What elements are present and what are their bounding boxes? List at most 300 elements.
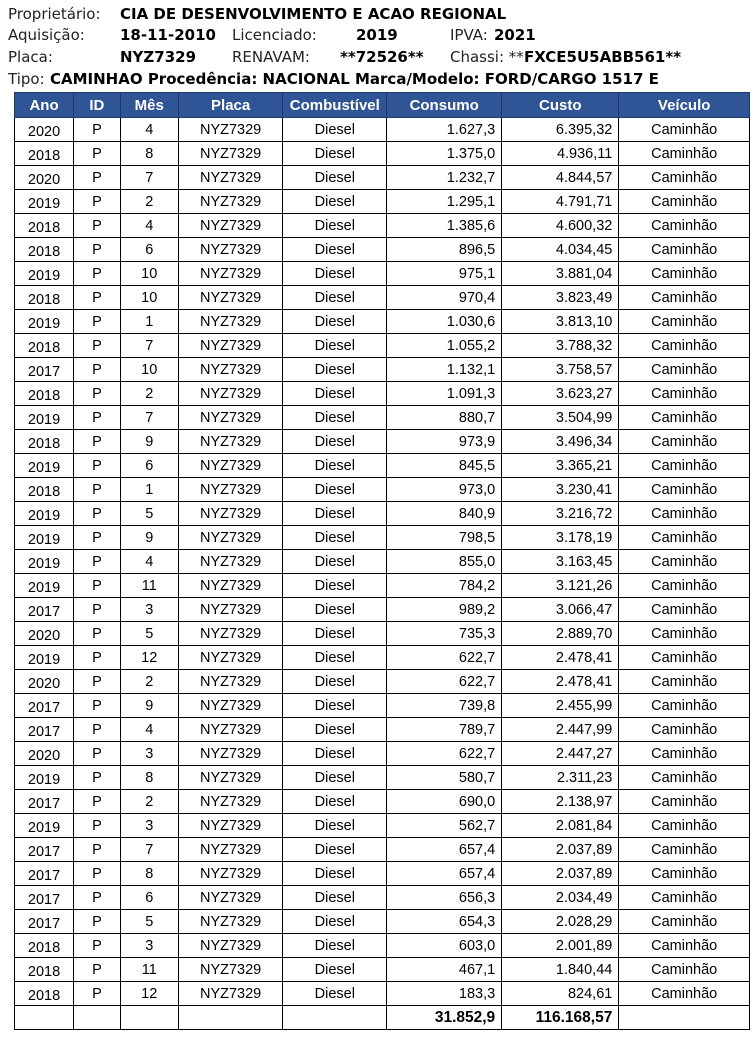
cell-combustivel: Diesel <box>283 238 387 262</box>
cell-placa: NYZ7329 <box>178 934 283 958</box>
cell-ano: 2019 <box>15 814 74 838</box>
cell-consumo: 1.627,3 <box>387 118 502 142</box>
cell-combustivel: Diesel <box>283 214 387 238</box>
total-custo: 116.168,57 <box>502 1006 619 1030</box>
cell-combustivel: Diesel <box>283 766 387 790</box>
cell-veiculo: Caminhão <box>619 526 750 550</box>
cell-placa: NYZ7329 <box>178 886 283 910</box>
cell-mes: 1 <box>120 478 178 502</box>
cell-combustivel: Diesel <box>283 982 387 1006</box>
cell-consumo: 789,7 <box>387 718 502 742</box>
cell-custo: 3.216,72 <box>502 502 619 526</box>
cell-id: P <box>74 454 121 478</box>
cell-placa: NYZ7329 <box>178 550 283 574</box>
tipo-value: CAMINHAO Procedência: NACIONAL Marca/Modelo: FORD/CARGO 1517 E <box>50 70 659 88</box>
cell-consumo: 654,3 <box>387 910 502 934</box>
cell-custo: 3.365,21 <box>502 454 619 478</box>
cell-veiculo: Caminhão <box>619 862 750 886</box>
cell-custo: 6.395,32 <box>502 118 619 142</box>
cell-custo: 2.081,84 <box>502 814 619 838</box>
cell-veiculo: Caminhão <box>619 166 750 190</box>
totals-empty-cell <box>120 1006 178 1030</box>
cell-id: P <box>74 934 121 958</box>
cell-custo: 2.478,41 <box>502 670 619 694</box>
cell-veiculo: Caminhão <box>619 310 750 334</box>
cell-ano: 2019 <box>15 646 74 670</box>
cell-ano: 2018 <box>15 382 74 406</box>
cell-consumo: 975,1 <box>387 262 502 286</box>
cell-id: P <box>74 790 121 814</box>
table-row <box>15 574 750 598</box>
cell-veiculo: Caminhão <box>619 934 750 958</box>
cell-id: P <box>74 526 121 550</box>
totals-empty-cell <box>619 1006 750 1030</box>
cell-id: P <box>74 838 121 862</box>
table-row <box>15 814 750 838</box>
cell-placa: NYZ7329 <box>178 382 283 406</box>
column-header-mes: Mês <box>120 93 178 118</box>
cell-mes: 2 <box>120 790 178 814</box>
cell-combustivel: Diesel <box>283 190 387 214</box>
cell-id: P <box>74 814 121 838</box>
cell-veiculo: Caminhão <box>619 598 750 622</box>
cell-id: P <box>74 574 121 598</box>
cell-id: P <box>74 406 121 430</box>
cell-combustivel: Diesel <box>283 478 387 502</box>
cell-placa: NYZ7329 <box>178 502 283 526</box>
cell-id: P <box>74 982 121 1006</box>
cell-ano: 2018 <box>15 982 74 1006</box>
table-row <box>15 598 750 622</box>
table-row <box>15 358 750 382</box>
cell-mes: 3 <box>120 934 178 958</box>
cell-combustivel: Diesel <box>283 742 387 766</box>
cell-custo: 3.230,41 <box>502 478 619 502</box>
cell-id: P <box>74 310 121 334</box>
cell-mes: 7 <box>120 838 178 862</box>
cell-id: P <box>74 334 121 358</box>
cell-id: P <box>74 502 121 526</box>
cell-mes: 4 <box>120 550 178 574</box>
cell-ano: 2017 <box>15 886 74 910</box>
table-body <box>15 118 750 1030</box>
cell-id: P <box>74 958 121 982</box>
cell-custo: 824,61 <box>502 982 619 1006</box>
cell-mes: 4 <box>120 214 178 238</box>
cell-ano: 2018 <box>15 142 74 166</box>
cell-consumo: 622,7 <box>387 670 502 694</box>
totals-empty-cell <box>74 1006 121 1030</box>
cell-mes: 7 <box>120 166 178 190</box>
cell-mes: 7 <box>120 406 178 430</box>
cell-mes: 6 <box>120 886 178 910</box>
cell-placa: NYZ7329 <box>178 334 283 358</box>
cell-consumo: 973,9 <box>387 430 502 454</box>
table-row <box>15 694 750 718</box>
table-row <box>15 526 750 550</box>
cell-placa: NYZ7329 <box>178 118 283 142</box>
cell-ano: 2018 <box>15 214 74 238</box>
cell-consumo: 735,3 <box>387 622 502 646</box>
table-row <box>15 550 750 574</box>
cell-custo: 1.840,44 <box>502 958 619 982</box>
cell-combustivel: Diesel <box>283 526 387 550</box>
cell-consumo: 657,4 <box>387 862 502 886</box>
cell-combustivel: Diesel <box>283 454 387 478</box>
cell-veiculo: Caminhão <box>619 358 750 382</box>
table-row <box>15 454 750 478</box>
cell-veiculo: Caminhão <box>619 214 750 238</box>
cell-combustivel: Diesel <box>283 910 387 934</box>
cell-custo: 2.028,29 <box>502 910 619 934</box>
cell-consumo: 1.295,1 <box>387 190 502 214</box>
cell-combustivel: Diesel <box>283 694 387 718</box>
column-header-veiculo: Veículo <box>619 93 750 118</box>
table-row <box>15 766 750 790</box>
cell-consumo: 1.232,7 <box>387 166 502 190</box>
cell-mes: 5 <box>120 622 178 646</box>
cell-placa: NYZ7329 <box>178 646 283 670</box>
proprietario-value: CIA DE DESENVOLVIMENTO E ACAO REGIONAL <box>120 5 507 23</box>
cell-veiculo: Caminhão <box>619 406 750 430</box>
renavam-value: **72526** <box>340 48 424 66</box>
cell-combustivel: Diesel <box>283 358 387 382</box>
cell-placa: NYZ7329 <box>178 166 283 190</box>
cell-consumo: 798,5 <box>387 526 502 550</box>
cell-id: P <box>74 118 121 142</box>
cell-combustivel: Diesel <box>283 790 387 814</box>
cell-consumo: 467,1 <box>387 958 502 982</box>
cell-id: P <box>74 478 121 502</box>
cell-id: P <box>74 718 121 742</box>
cell-custo: 3.881,04 <box>502 262 619 286</box>
cell-veiculo: Caminhão <box>619 238 750 262</box>
cell-mes: 10 <box>120 262 178 286</box>
cell-id: P <box>74 286 121 310</box>
cell-placa: NYZ7329 <box>178 694 283 718</box>
cell-ano: 2020 <box>15 622 74 646</box>
cell-id: P <box>74 886 121 910</box>
cell-ano: 2019 <box>15 310 74 334</box>
cell-mes: 3 <box>120 742 178 766</box>
table-row <box>15 214 750 238</box>
cell-placa: NYZ7329 <box>178 310 283 334</box>
cell-mes: 5 <box>120 502 178 526</box>
cell-veiculo: Caminhão <box>619 910 750 934</box>
cell-consumo: 970,4 <box>387 286 502 310</box>
licenciado-label: Licenciado: <box>232 26 317 44</box>
cell-combustivel: Diesel <box>283 958 387 982</box>
cell-placa: NYZ7329 <box>178 238 283 262</box>
cell-veiculo: Caminhão <box>619 886 750 910</box>
cell-id: P <box>74 190 121 214</box>
cell-mes: 6 <box>120 454 178 478</box>
cell-combustivel: Diesel <box>283 286 387 310</box>
cell-veiculo: Caminhão <box>619 262 750 286</box>
table-row <box>15 502 750 526</box>
cell-custo: 4.791,71 <box>502 190 619 214</box>
cell-placa: NYZ7329 <box>178 622 283 646</box>
cell-custo: 2.447,99 <box>502 718 619 742</box>
cell-custo: 3.121,26 <box>502 574 619 598</box>
cell-id: P <box>74 646 121 670</box>
cell-placa: NYZ7329 <box>178 814 283 838</box>
cell-placa: NYZ7329 <box>178 766 283 790</box>
cell-placa: NYZ7329 <box>178 574 283 598</box>
cell-id: P <box>74 742 121 766</box>
totals-row <box>15 1006 750 1030</box>
cell-veiculo: Caminhão <box>619 982 750 1006</box>
cell-mes: 9 <box>120 526 178 550</box>
cell-custo: 4.034,45 <box>502 238 619 262</box>
cell-consumo: 622,7 <box>387 742 502 766</box>
table-row <box>15 934 750 958</box>
cell-consumo: 183,3 <box>387 982 502 1006</box>
cell-ano: 2020 <box>15 166 74 190</box>
table-row <box>15 886 750 910</box>
table-row <box>15 406 750 430</box>
cell-placa: NYZ7329 <box>178 838 283 862</box>
cell-veiculo: Caminhão <box>619 838 750 862</box>
cell-mes: 9 <box>120 430 178 454</box>
column-header-ano: Ano <box>15 93 74 118</box>
cell-custo: 2.478,41 <box>502 646 619 670</box>
cell-custo: 2.037,89 <box>502 838 619 862</box>
cell-combustivel: Diesel <box>283 262 387 286</box>
cell-veiculo: Caminhão <box>619 286 750 310</box>
cell-combustivel: Diesel <box>283 334 387 358</box>
cell-veiculo: Caminhão <box>619 766 750 790</box>
table-header-row <box>15 93 750 118</box>
cell-id: P <box>74 142 121 166</box>
totals-empty-cell <box>15 1006 74 1030</box>
cell-combustivel: Diesel <box>283 598 387 622</box>
renavam-label: RENAVAM: <box>232 48 310 66</box>
cell-ano: 2018 <box>15 934 74 958</box>
cell-id: P <box>74 430 121 454</box>
total-consumo: 31.852,9 <box>387 1006 502 1030</box>
cell-ano: 2017 <box>15 718 74 742</box>
cell-veiculo: Caminhão <box>619 574 750 598</box>
column-header-custo: Custo <box>502 93 619 118</box>
column-header-id: ID <box>74 93 121 118</box>
table-row <box>15 790 750 814</box>
cell-custo: 2.001,89 <box>502 934 619 958</box>
cell-combustivel: Diesel <box>283 142 387 166</box>
cell-veiculo: Caminhão <box>619 718 750 742</box>
cell-custo: 3.788,32 <box>502 334 619 358</box>
cell-ano: 2018 <box>15 958 74 982</box>
cell-placa: NYZ7329 <box>178 910 283 934</box>
cell-combustivel: Diesel <box>283 502 387 526</box>
column-header-placa: Placa <box>178 93 283 118</box>
cell-placa: NYZ7329 <box>178 598 283 622</box>
cell-consumo: 1.091,3 <box>387 382 502 406</box>
cell-consumo: 603,0 <box>387 934 502 958</box>
licenciado-value: 2019 <box>356 26 398 44</box>
cell-placa: NYZ7329 <box>178 358 283 382</box>
cell-veiculo: Caminhão <box>619 382 750 406</box>
cell-combustivel: Diesel <box>283 118 387 142</box>
cell-consumo: 855,0 <box>387 550 502 574</box>
cell-custo: 2.311,23 <box>502 766 619 790</box>
cell-ano: 2020 <box>15 742 74 766</box>
cell-id: P <box>74 238 121 262</box>
table-row <box>15 958 750 982</box>
cell-veiculo: Caminhão <box>619 646 750 670</box>
cell-ano: 2017 <box>15 598 74 622</box>
cell-veiculo: Caminhão <box>619 742 750 766</box>
cell-consumo: 973,0 <box>387 478 502 502</box>
cell-consumo: 1.055,2 <box>387 334 502 358</box>
table-row <box>15 622 750 646</box>
tipo-label: Tipo: <box>8 70 45 88</box>
placa-value: NYZ7329 <box>120 48 197 66</box>
cell-consumo: 562,7 <box>387 814 502 838</box>
cell-combustivel: Diesel <box>283 166 387 190</box>
proprietario-label: Proprietário: <box>8 5 101 23</box>
cell-ano: 2018 <box>15 286 74 310</box>
cell-id: P <box>74 670 121 694</box>
cell-combustivel: Diesel <box>283 814 387 838</box>
table-row <box>15 334 750 358</box>
cell-ano: 2017 <box>15 862 74 886</box>
cell-combustivel: Diesel <box>283 430 387 454</box>
cell-combustivel: Diesel <box>283 670 387 694</box>
cell-consumo: 1.030,6 <box>387 310 502 334</box>
cell-ano: 2017 <box>15 358 74 382</box>
cell-consumo: 690,0 <box>387 790 502 814</box>
cell-combustivel: Diesel <box>283 310 387 334</box>
cell-mes: 12 <box>120 646 178 670</box>
cell-custo: 2.889,70 <box>502 622 619 646</box>
cell-combustivel: Diesel <box>283 646 387 670</box>
column-header-combustivel: Combustível <box>283 93 387 118</box>
cell-placa: NYZ7329 <box>178 790 283 814</box>
cell-veiculo: Caminhão <box>619 142 750 166</box>
cell-id: P <box>74 694 121 718</box>
cell-custo: 2.037,89 <box>502 862 619 886</box>
cell-veiculo: Caminhão <box>619 502 750 526</box>
cell-combustivel: Diesel <box>283 406 387 430</box>
cell-placa: NYZ7329 <box>178 742 283 766</box>
cell-custo: 4.844,57 <box>502 166 619 190</box>
table-row <box>15 982 750 1006</box>
cell-id: P <box>74 598 121 622</box>
cell-veiculo: Caminhão <box>619 694 750 718</box>
fuel-consumption-table <box>14 92 750 1030</box>
cell-placa: NYZ7329 <box>178 142 283 166</box>
cell-id: P <box>74 262 121 286</box>
cell-mes: 10 <box>120 286 178 310</box>
aquisicao-value: 18-11-2010 <box>120 26 216 44</box>
cell-ano: 2018 <box>15 334 74 358</box>
cell-mes: 8 <box>120 142 178 166</box>
cell-ano: 2019 <box>15 550 74 574</box>
cell-custo: 3.623,27 <box>502 382 619 406</box>
cell-mes: 4 <box>120 118 178 142</box>
cell-placa: NYZ7329 <box>178 262 283 286</box>
cell-ano: 2017 <box>15 694 74 718</box>
cell-id: P <box>74 862 121 886</box>
table-row <box>15 142 750 166</box>
cell-mes: 3 <box>120 814 178 838</box>
cell-combustivel: Diesel <box>283 574 387 598</box>
cell-combustivel: Diesel <box>283 934 387 958</box>
cell-id: P <box>74 166 121 190</box>
table-row <box>15 670 750 694</box>
cell-custo: 3.823,49 <box>502 286 619 310</box>
table-row <box>15 238 750 262</box>
table-row <box>15 862 750 886</box>
cell-veiculo: Caminhão <box>619 190 750 214</box>
cell-veiculo: Caminhão <box>619 478 750 502</box>
cell-mes: 10 <box>120 358 178 382</box>
cell-consumo: 739,8 <box>387 694 502 718</box>
cell-mes: 7 <box>120 334 178 358</box>
cell-ano: 2018 <box>15 430 74 454</box>
table-row <box>15 310 750 334</box>
table-row <box>15 718 750 742</box>
placa-label: Placa: <box>8 48 53 66</box>
cell-placa: NYZ7329 <box>178 190 283 214</box>
cell-consumo: 657,4 <box>387 838 502 862</box>
cell-mes: 12 <box>120 982 178 1006</box>
chassi-value: FXCE5U5ABB561** <box>524 48 682 66</box>
cell-combustivel: Diesel <box>283 622 387 646</box>
table-row <box>15 118 750 142</box>
ipva-value: 2021 <box>494 26 536 44</box>
cell-consumo: 622,7 <box>387 646 502 670</box>
table-row <box>15 286 750 310</box>
cell-combustivel: Diesel <box>283 550 387 574</box>
cell-consumo: 840,9 <box>387 502 502 526</box>
cell-ano: 2019 <box>15 502 74 526</box>
cell-custo: 3.178,19 <box>502 526 619 550</box>
cell-mes: 8 <box>120 862 178 886</box>
cell-placa: NYZ7329 <box>178 526 283 550</box>
cell-combustivel: Diesel <box>283 838 387 862</box>
cell-ano: 2018 <box>15 478 74 502</box>
cell-id: P <box>74 766 121 790</box>
cell-veiculo: Caminhão <box>619 454 750 478</box>
cell-mes: 4 <box>120 718 178 742</box>
cell-custo: 2.138,97 <box>502 790 619 814</box>
cell-veiculo: Caminhão <box>619 118 750 142</box>
cell-veiculo: Caminhão <box>619 670 750 694</box>
cell-veiculo: Caminhão <box>619 814 750 838</box>
cell-mes: 6 <box>120 238 178 262</box>
cell-ano: 2019 <box>15 574 74 598</box>
cell-id: P <box>74 358 121 382</box>
cell-id: P <box>74 910 121 934</box>
cell-mes: 1 <box>120 310 178 334</box>
cell-custo: 4.936,11 <box>502 142 619 166</box>
cell-placa: NYZ7329 <box>178 430 283 454</box>
cell-id: P <box>74 550 121 574</box>
cell-mes: 11 <box>120 574 178 598</box>
cell-ano: 2019 <box>15 766 74 790</box>
cell-mes: 11 <box>120 958 178 982</box>
cell-consumo: 1.375,0 <box>387 142 502 166</box>
cell-placa: NYZ7329 <box>178 958 283 982</box>
cell-custo: 3.758,57 <box>502 358 619 382</box>
cell-custo: 3.496,34 <box>502 430 619 454</box>
chassi-label: Chassi: ** <box>450 48 524 66</box>
cell-custo: 3.066,47 <box>502 598 619 622</box>
header-line-placa <box>0 46 756 68</box>
cell-consumo: 784,2 <box>387 574 502 598</box>
